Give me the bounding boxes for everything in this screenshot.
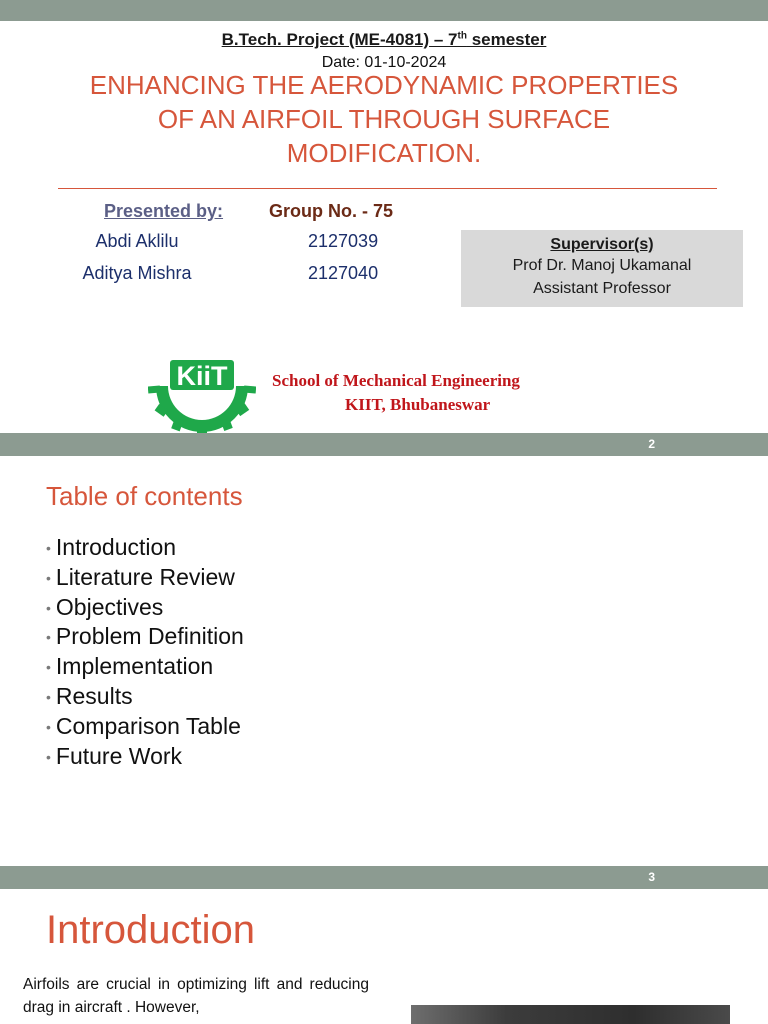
list-item: • Comparison Table xyxy=(46,712,241,739)
list-item: • Results xyxy=(46,682,133,709)
bullet-icon: • xyxy=(46,718,51,735)
bullet-icon: • xyxy=(46,540,51,556)
slide-top-bar xyxy=(0,0,768,21)
supervisor-designation: Assistant Professor xyxy=(533,280,671,297)
bullet-icon: • xyxy=(46,659,51,676)
bullet-icon: • xyxy=(46,569,51,586)
member-name: Abdi Aklilu xyxy=(95,231,179,251)
school-name: School of Mechanical Engineering xyxy=(272,371,520,390)
presented-by-label: Presented by: xyxy=(104,201,224,221)
toc-list xyxy=(46,533,244,771)
date-line: Date: 01-10-2024 xyxy=(321,54,447,71)
title-line: OF AN AIRFOIL THROUGH SURFACE xyxy=(157,104,611,134)
list-item: • Introduction xyxy=(46,534,177,560)
list-item: • Implementation xyxy=(46,653,214,680)
list-item: • Problem Definition xyxy=(46,623,244,650)
slide-number: 3 xyxy=(648,870,655,884)
supervisor-heading: Supervisor(s) xyxy=(550,236,654,253)
member-roll: 2127039 xyxy=(308,231,379,251)
bullet-icon: • xyxy=(46,688,51,705)
slide-separator-bar xyxy=(0,433,768,456)
kiit-logo-icon xyxy=(148,356,256,436)
title-line: ENHANCING THE AERODYNAMIC PROPERTIES xyxy=(89,70,679,100)
list-item: • Future Work xyxy=(46,742,183,769)
slide-number: 2 xyxy=(648,437,655,451)
title-line: MODIFICATION. xyxy=(286,138,482,168)
member-name: Aditya Mishra xyxy=(82,263,192,283)
toc-title: Table of contents xyxy=(46,481,243,511)
slide-image xyxy=(411,1005,730,1024)
institute-name: KIIT, Bhubaneswar xyxy=(345,395,491,414)
member-roll: 2127040 xyxy=(308,263,379,283)
logo-lettering: KiiT xyxy=(176,361,228,391)
bullet-icon: • xyxy=(46,599,51,616)
list-item: • Objectives xyxy=(46,593,164,620)
intro-title: Introduction xyxy=(46,908,256,952)
supervisor-name: Prof Dr. Manoj Ukamanal xyxy=(512,257,692,274)
project-line: B.Tech. Project (ME-4081) – 7th semester xyxy=(221,30,547,49)
bullet-icon: • xyxy=(46,629,51,646)
bullet-icon: • xyxy=(46,748,51,765)
title-divider xyxy=(58,188,717,189)
group-number: Group No. - 75 xyxy=(269,201,394,221)
slide-separator-bar xyxy=(0,866,768,889)
supervisor-box xyxy=(461,230,743,307)
list-item: • Literature Review xyxy=(46,563,235,590)
slide-title xyxy=(40,68,728,170)
intro-paragraph: Airfoils are crucial in optimizing lift and reducing drag in aircraft . However, xyxy=(23,976,369,1016)
